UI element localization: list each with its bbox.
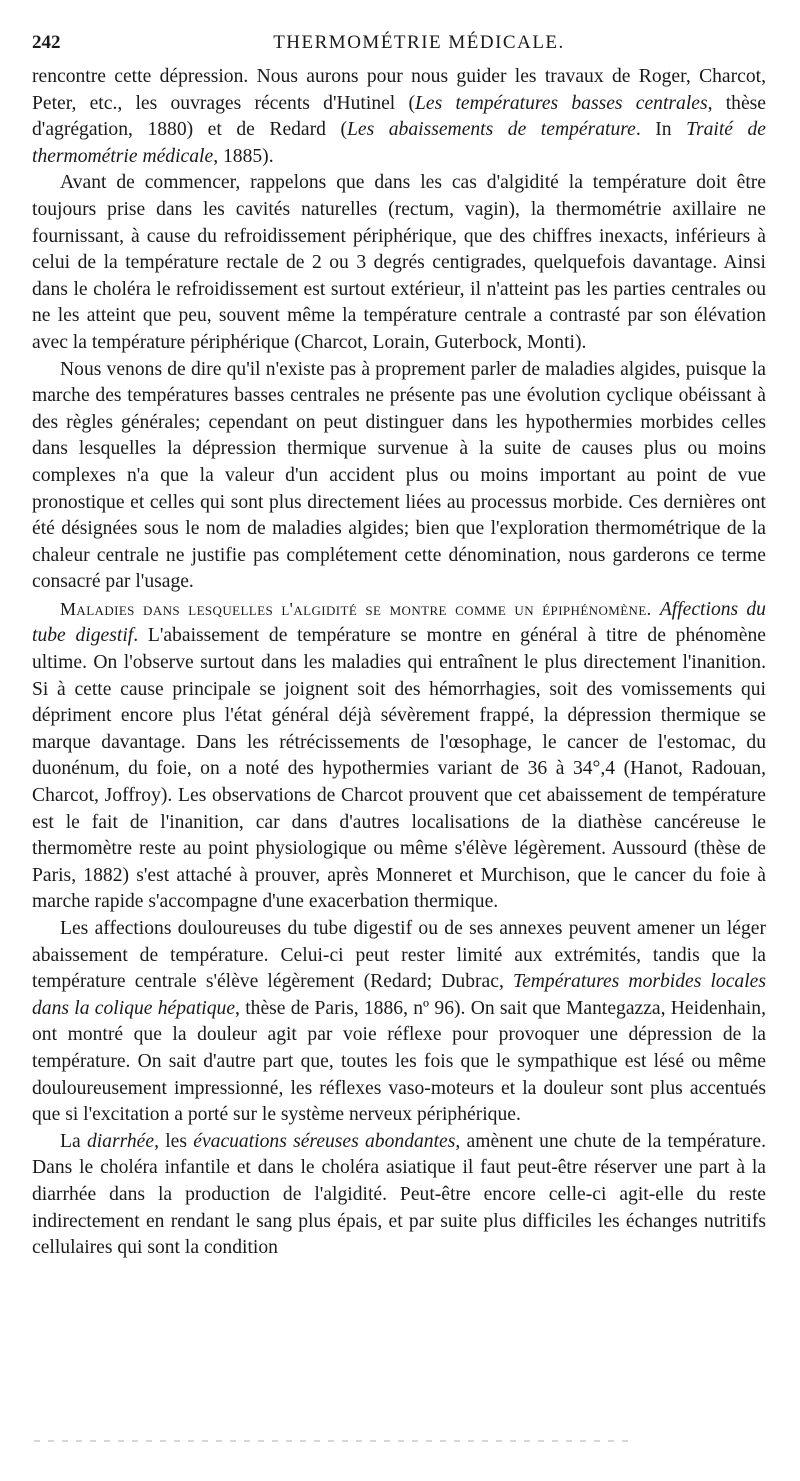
- italic-text: Les abaissements de température: [347, 119, 636, 141]
- footer-smudge: [34, 1440, 634, 1442]
- page-header: [32, 30, 766, 60]
- italic-text: évacuations séreuses abondantes: [193, 1130, 456, 1152]
- text-run: , les: [154, 1130, 194, 1152]
- text-run: La: [60, 1130, 87, 1152]
- text-run: , 1885).: [213, 145, 274, 167]
- running-title: THERMOMÉTRIE MÉDICALE.: [273, 32, 565, 53]
- italic-text: Traité de thermométrie médicale: [32, 119, 766, 167]
- paragraph: [32, 64, 766, 170]
- text-run: , amènent une chute de la température. Dans le choléra infantile et dans le choléra asiatique il faut peut-être réserver une part à la diarrhée dans la production de l'algidité. Peut-être encore celle-ci agit-elle du reste indirectement en rendant le sang plus épais, et par suite plus difficiles les échanges nutritifs cellulaires qui sont la condition: [32, 1130, 766, 1259]
- italic-text: Affections du tube digestif: [32, 598, 766, 647]
- text-run: . L'abaissement de température se montre en général à titre de phénomène ultime. On l'observe surtout dans les maladies qui entraînent le plus directement l'inanition. Si à cette cause principale se joignent soit des hémorrhagies, soit des vomissements qui dépriment encore plus l'état général déjà sévèrement frappé, la dépression thermique se marque davantage. Dans les rétrécissements de l'œsophage, le cancer de l'estomac, du duonénum, du foie, on a noté des hypothermies variant de 36 à 34°,4 (Hanot, Radouan, Charcot, Joffroy). Les observations de Charcot prouvent que cet abaissement de température est le fait de l'inanition, car dans d'autres localisations de la diathèse cancéreuse le thermomètre reste au point physiologique ou même s'élève légèrement. Aussourd (thèse de Paris, 1882) s'est attaché à prouver, après Monneret et Murchison, que le cancer du foie à marche rapide s'accompagne d'une exacerbation thermique.: [32, 625, 766, 913]
- paragraph: [32, 1129, 766, 1262]
- paragraph: [32, 357, 766, 596]
- paragraph: [32, 170, 766, 356]
- text-run: Les affections douloureuses du tube digestif ou de ses annexes peuvent amener un léger abaissement de température. Celui-ci peut rester limité aux extrémités, tandis que la température centrale s'élève légèrement (Redard; Dubrac,: [32, 918, 766, 993]
- text-run: . In: [635, 119, 687, 141]
- text-run: rencontre cette dépression. Nous aurons pour nous guider les travaux de Roger, Charcot, Peter, etc., les ouvrages récents d'Hutinel (: [32, 66, 766, 114]
- italic-text: diarrhée: [86, 1130, 155, 1152]
- text-run: Nous venons de dire qu'il n'existe pas à proprement parler de maladies algides, puisque la marche des températures basses centrales ne présente pas une évolution cyclique obéissant à des règles générales; cependant on peut distinguer dans les hypothermies morbides celles dans lesquelles la dépression thermique survenue à la suite de causes plus ou moins complexes n'a que la valeur d'un accident plus ou moins important au point de vue pronostique et celles qui sont plus directement liées au processus morbide. Ces dernières ont été désignées sous le nom de maladies algides; bien que l'exploration thermométrique de la chaleur centrale ne justifie pas complétement cette dénomination, nous garderons ce terme consacré par l'usage.: [32, 358, 766, 593]
- text-run: [652, 599, 660, 620]
- text-run: Avant de commencer, rappelons que dans les cas d'algidité la température doit être toujours prise dans les cavités naturelles (rectum, vagin), la thermométrie axillaire ne fournissant, à cause du refroidissement périphérique, que des chiffres inexacts, inférieurs à celui de la température rectale de 2 ou 3 degrés centigrades, quelquefois davantage. Ainsi dans le choléra le refroidissement est surtout extérieur, il n'atteint pas les parties centrales ou ne les atteint que peu, souvent même la température centrale a contrasté par son élévation avec la température périphérique (Charcot, Lorain, Guterbock, Monti).: [32, 172, 766, 353]
- text-run: , thèse de Paris, 1886, nº 96). On sait que Mantegazza, Heidenhain, ont montré que la douleur agit par voie réflexe pour provoquer une dépression de la température. On sait d'autre part que, toutes les fois que le sympathique est lésé ou même douloureusement impressionné, les réflexes vaso-moteurs et la douleur sont plus accentués que si l'excitation a porté sur le système nerveux périphérique.: [32, 997, 766, 1126]
- body-text: [32, 64, 766, 1262]
- paragraph: [32, 916, 766, 1129]
- italic-text: Les températures basses centrales: [415, 92, 708, 114]
- section-heading: Maladies dans lesquelles l'algidité se montre comme un épiphénomène.: [60, 598, 652, 619]
- paragraph: [32, 596, 766, 916]
- page-number: 242: [32, 32, 61, 53]
- italic-text: Températures morbides locales dans la colique hépatique: [32, 971, 766, 1019]
- text-run: , thèse d'agrégation, 1880) et de Redard (: [32, 92, 766, 141]
